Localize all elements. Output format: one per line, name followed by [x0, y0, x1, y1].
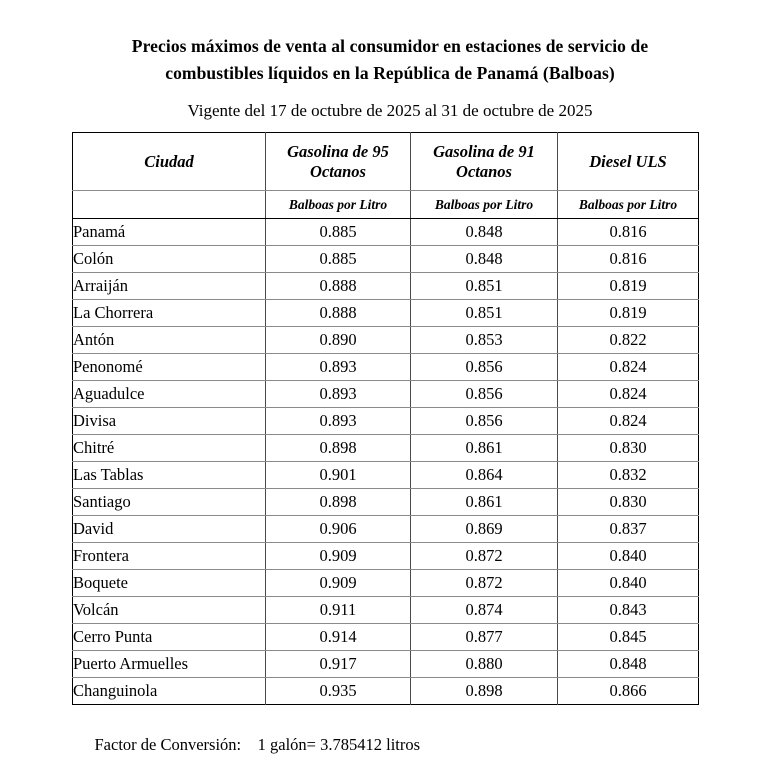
cell-city: Changuinola	[73, 678, 266, 705]
table-row	[73, 516, 699, 543]
fuel-price-table	[72, 132, 699, 705]
cell-gasolina-95: 0.888	[266, 273, 411, 300]
cell-diesel-uls: 0.866	[609, 681, 647, 700]
unit-header-diesel-uls: Balboas por Litro	[558, 191, 699, 219]
table-body	[73, 219, 699, 705]
cell-city: David	[73, 516, 266, 543]
column-header-gasolina-95: Gasolina de 95 Octanos	[266, 133, 411, 191]
column-header-diesel-uls: Diesel ULS	[558, 133, 699, 191]
cell-gasolina-95: 0.885	[266, 219, 411, 246]
cell-gasolina-91: 0.869	[411, 516, 558, 543]
page-title-line-2: combustibles líquidos en la República de Panamá (Balboas)	[165, 63, 615, 83]
table-row	[73, 300, 699, 327]
cell-city: Chitré	[73, 435, 266, 462]
conversion-factor-value: 1 galón= 3.785412 litros	[257, 735, 421, 754]
cell-gasolina-91: 0.898	[411, 678, 558, 705]
cell-diesel-uls: 0.843	[558, 597, 699, 624]
cell-gasolina-91: 0.880	[411, 651, 558, 678]
cell-city: Aguadulce	[73, 381, 266, 408]
cell-gasolina-91: 0.861	[411, 489, 558, 516]
cell-city: Las Tablas	[73, 462, 266, 489]
cell-city: Arraiján	[73, 273, 266, 300]
cell-diesel-uls: 0.830	[558, 489, 699, 516]
cell-gasolina-91: 0.848	[411, 219, 558, 246]
cell-gasolina-91: 0.848	[411, 246, 558, 273]
cell-diesel-uls: 0.824	[558, 381, 699, 408]
cell-gasolina-95: 0.914	[266, 624, 411, 651]
cell-city: Boquete	[73, 570, 266, 597]
table-row	[73, 246, 699, 273]
cell-gasolina-91: 0.851	[411, 273, 558, 300]
cell-diesel-uls: 0.840	[558, 543, 699, 570]
cell-diesel-uls: 0.840	[558, 570, 699, 597]
cell-city: Santiago	[73, 489, 266, 516]
cell-gasolina-95: 0.906	[266, 516, 411, 543]
cell-diesel-uls: 0.816	[558, 246, 699, 273]
cell-gasolina-95: 0.893	[266, 381, 411, 408]
cell-gasolina-91: 0.853	[411, 327, 558, 354]
cell-city: La Chorrera	[73, 300, 266, 327]
cell-gasolina-91: 0.856	[411, 408, 558, 435]
cell-gasolina-95: 0.898	[266, 489, 411, 516]
table-row	[73, 381, 699, 408]
table-row	[73, 597, 699, 624]
cell-gasolina-91: 0.856	[411, 354, 558, 381]
table-row	[73, 435, 699, 462]
table-row	[73, 570, 699, 597]
cell-gasolina-95: 0.885	[266, 246, 411, 273]
cell-gasolina-95: 0.893	[266, 408, 411, 435]
conversion-factor-note	[78, 712, 780, 778]
cell-diesel-uls: 0.824	[558, 408, 699, 435]
table-row	[73, 651, 699, 678]
cell-diesel-uls: 0.822	[558, 327, 699, 354]
cell-diesel-uls: 0.830	[558, 435, 699, 462]
table-row	[73, 489, 699, 516]
cell-city: Puerto Armuelles	[73, 651, 266, 678]
cell-gasolina-95: 0.935	[266, 678, 411, 705]
validity-period-subtitle: Vigente del 17 de octubre de 2025 al 31 de octubre de 2025	[187, 101, 593, 120]
price-table-container	[72, 132, 698, 705]
cell-gasolina-95: 0.917	[266, 651, 411, 678]
cell-gasolina-95: 0.901	[266, 462, 411, 489]
table-row	[73, 678, 699, 705]
cell-gasolina-95: 0.893	[266, 354, 411, 381]
cell-gasolina-95: 0.898	[266, 435, 411, 462]
table-row	[73, 219, 699, 246]
document-header	[0, 0, 780, 124]
page-title-line-1: Precios máximos de venta al consumidor en estaciones de servicio de	[131, 36, 649, 56]
cell-gasolina-91: 0.877	[411, 624, 558, 651]
table-unit-row	[73, 191, 699, 219]
cell-gasolina-91: 0.872	[411, 570, 558, 597]
cell-diesel-uls: 0.816	[558, 219, 699, 246]
conversion-factor-label: Factor de Conversión:	[94, 735, 242, 754]
table-row	[73, 408, 699, 435]
table-row	[73, 624, 699, 651]
table-head	[73, 133, 699, 219]
cell-city: Antón	[73, 327, 266, 354]
cell-city: Cerro Punta	[73, 624, 266, 651]
cell-gasolina-91: 0.872	[411, 543, 558, 570]
cell-gasolina-91: 0.851	[411, 300, 558, 327]
cell-gasolina-95: 0.888	[266, 300, 411, 327]
cell-city: Penonomé	[73, 354, 266, 381]
column-header-gasolina-91: Gasolina de 91 Octanos	[411, 133, 558, 191]
cell-gasolina-95: 0.911	[266, 597, 411, 624]
cell-city: Volcán	[73, 597, 266, 624]
cell-diesel-uls: 0.819	[558, 273, 699, 300]
cell-diesel-uls: 0.837	[558, 516, 699, 543]
cell-city: Frontera	[73, 543, 266, 570]
cell-diesel-uls: 0.819	[558, 300, 699, 327]
table-row	[73, 543, 699, 570]
cell-gasolina-91: 0.874	[411, 597, 558, 624]
unit-header-gasolina-91: Balboas por Litro	[411, 191, 558, 219]
cell-city: Panamá	[73, 219, 266, 246]
table-row	[73, 273, 699, 300]
cell-gasolina-91: 0.864	[411, 462, 558, 489]
cell-gasolina-95: 0.909	[266, 543, 411, 570]
cell-city: Divisa	[73, 408, 266, 435]
cell-gasolina-91: 0.861	[411, 435, 558, 462]
column-header-ciudad: Ciudad	[73, 133, 266, 191]
table-row	[73, 462, 699, 489]
cell-diesel-uls: 0.824	[558, 354, 699, 381]
table-row	[73, 354, 699, 381]
table-header-row	[73, 133, 699, 191]
cell-gasolina-95: 0.909	[266, 570, 411, 597]
cell-diesel-uls: 0.845	[558, 624, 699, 651]
cell-gasolina-95: 0.890	[266, 327, 411, 354]
unit-header-ciudad-empty	[73, 191, 266, 219]
unit-header-gasolina-95: Balboas por Litro	[266, 191, 411, 219]
cell-gasolina-91: 0.856	[411, 381, 558, 408]
cell-city: Colón	[73, 246, 266, 273]
table-row	[73, 327, 699, 354]
cell-diesel-uls: 0.848	[558, 651, 699, 678]
cell-diesel-uls: 0.832	[558, 462, 699, 489]
